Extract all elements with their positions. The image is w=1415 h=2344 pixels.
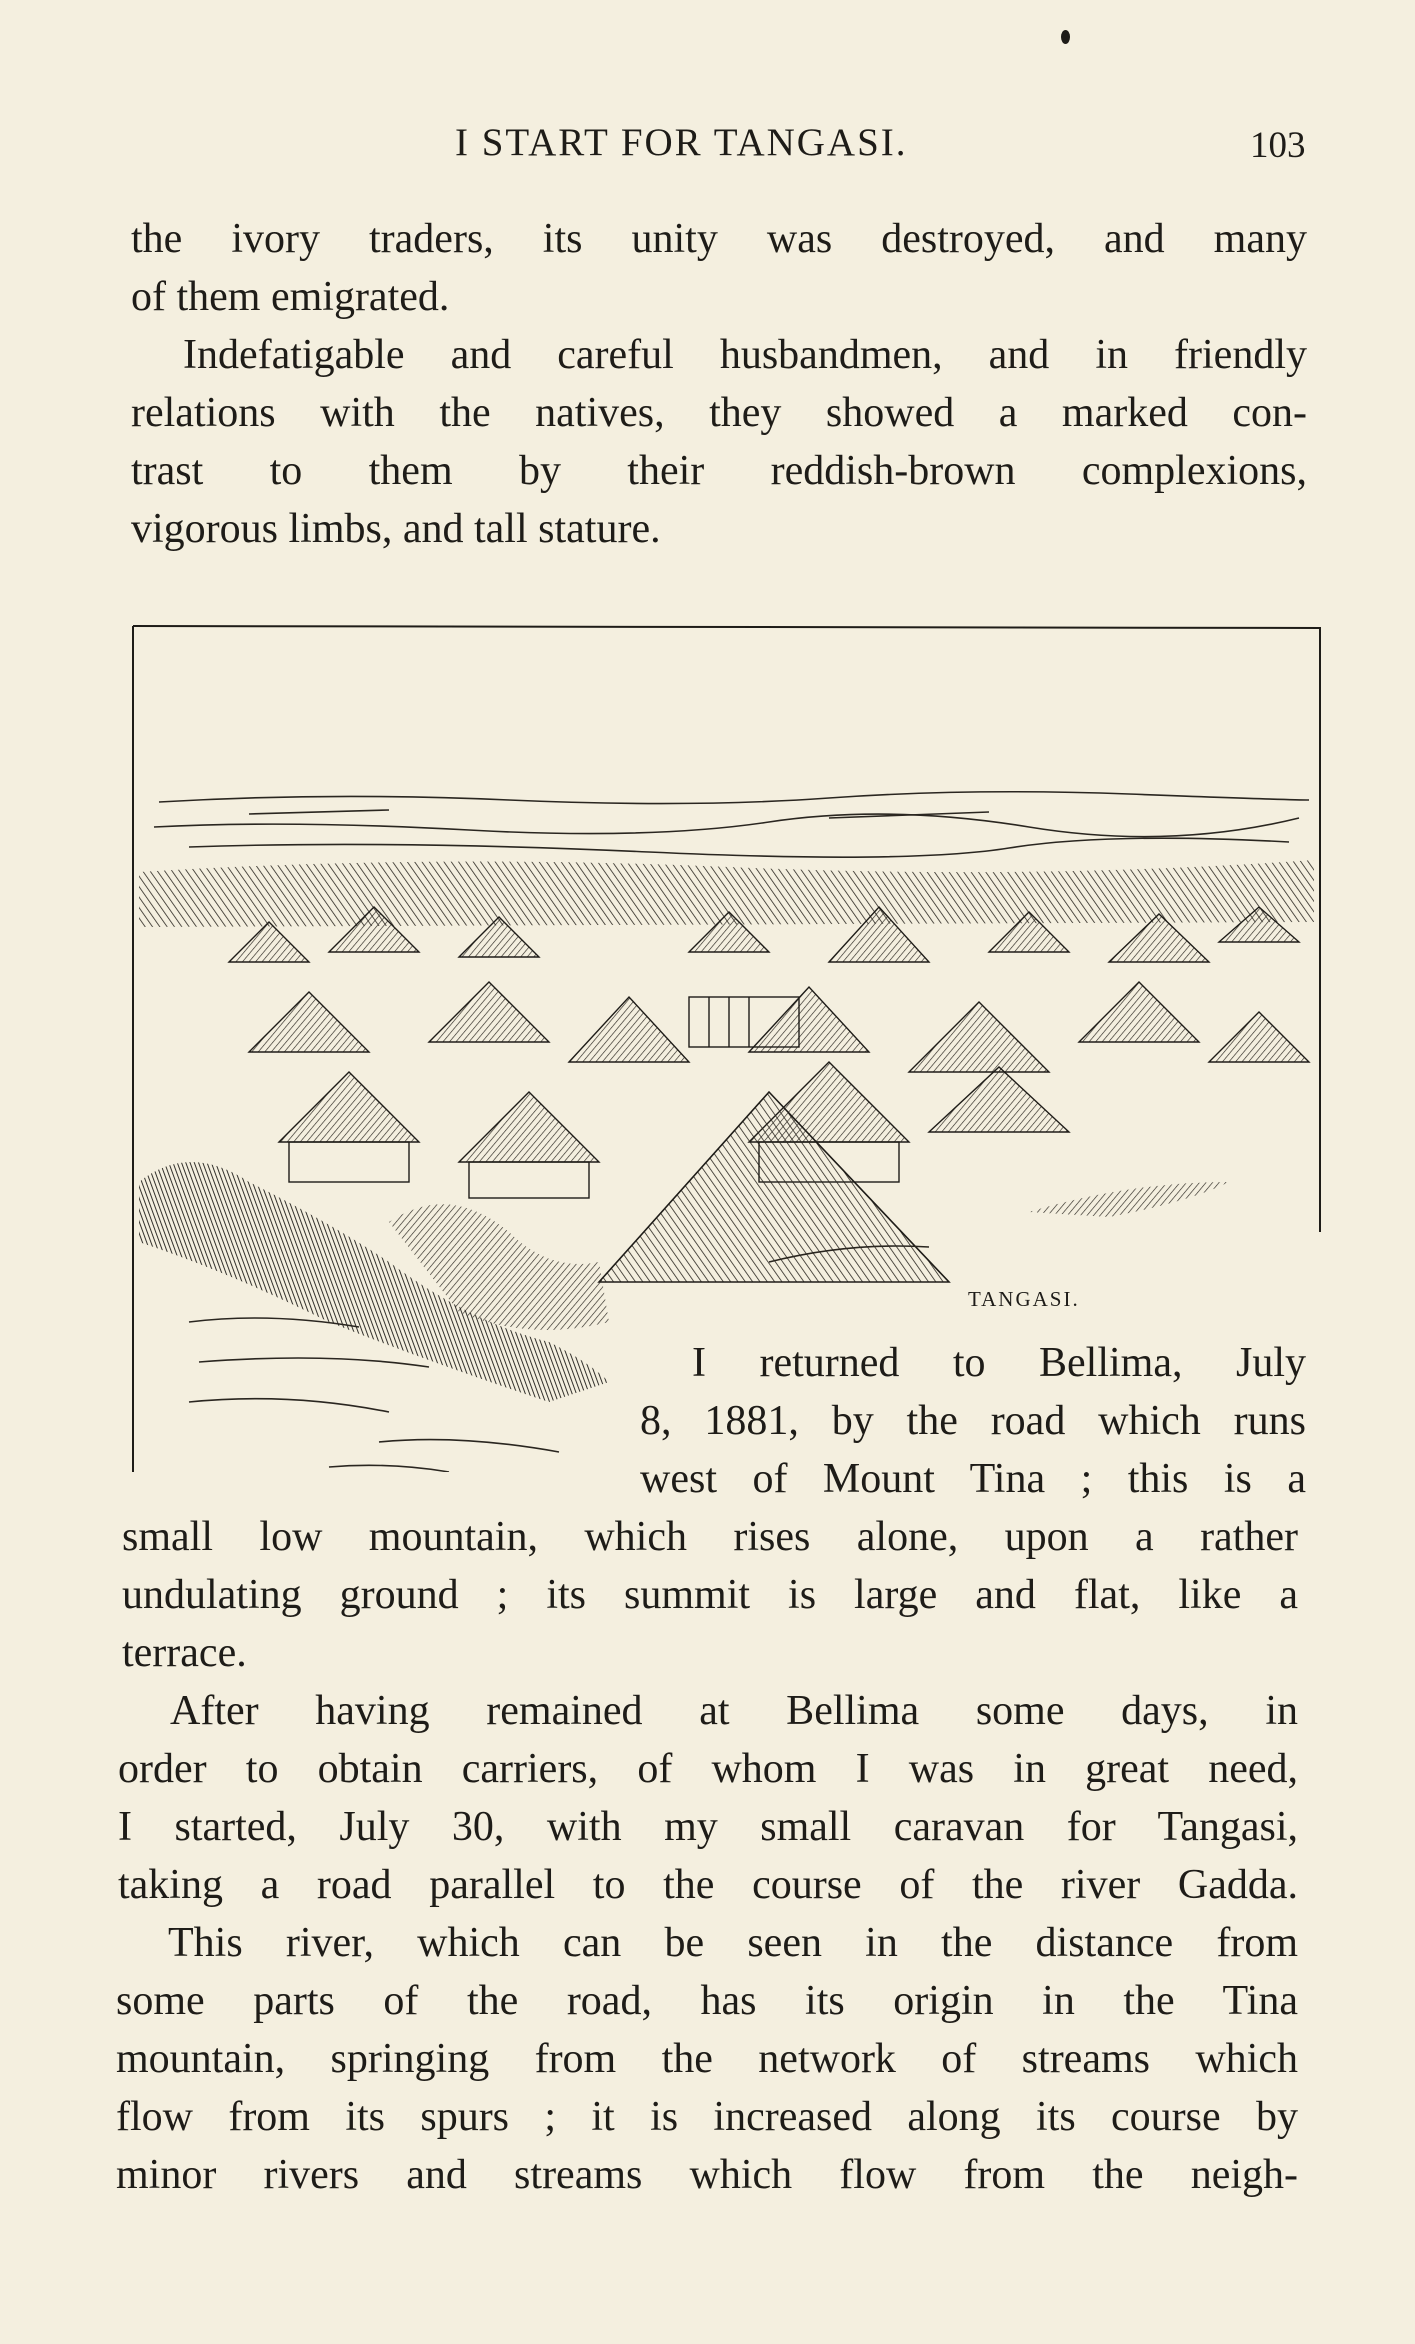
text-line: the ivory traders, its unity was destroyed, and many	[131, 216, 1307, 262]
text-line: relations with the natives, they showed a marked con-	[131, 390, 1307, 436]
text-line: I returned to Bellima, July	[692, 1340, 1306, 1386]
wrap-paragraph	[640, 1334, 1306, 1508]
text-line: undulating ground ; its summit is large and flat, like a	[122, 1572, 1298, 1618]
text-line: terrace.	[122, 1630, 247, 1676]
text-line: order to obtain carriers, of whom I was in great need,	[118, 1746, 1298, 1792]
page-number: 103	[1250, 125, 1306, 166]
text-line: small low mountain, which rises alone, upon a rather	[122, 1514, 1298, 1560]
text-line: some parts of the road, has its origin in the Tina	[116, 1978, 1298, 2024]
text-line: of them emigrated.	[131, 274, 450, 320]
text-line: Indefatigable and careful husbandmen, and in friendly	[183, 332, 1307, 378]
text-line: I started, July 30, with my small caravan for Tangasi,	[118, 1804, 1298, 1850]
text-line: taking a road parallel to the course of the river Gadda.	[118, 1862, 1298, 1908]
text-line: trast to them by their reddish-brown complexions,	[131, 448, 1307, 494]
text-line: flow from its spurs ; it is increased along its course by	[116, 2094, 1298, 2140]
paragraph-river	[116, 1914, 1298, 2204]
text-line: This river, which can be seen in the distance from	[168, 1920, 1298, 1966]
text-line: mountain, springing from the network of streams which	[116, 2036, 1298, 2082]
text-line: vigorous limbs, and tall stature.	[131, 506, 661, 552]
text-line: After having remained at Bellima some days, in	[170, 1688, 1298, 1734]
top-paragraph	[131, 210, 1307, 326]
text-line: 8, 1881, by the road which runs	[640, 1398, 1306, 1444]
ink-speck	[1061, 30, 1070, 44]
second-paragraph	[131, 326, 1307, 558]
figure-caption: TANGASI.	[968, 1287, 1080, 1311]
wrap-continuation	[122, 1508, 1298, 1682]
text-line: west of Mount Tina ; this is a	[640, 1456, 1306, 1502]
running-head: I START FOR TANGASI.	[455, 121, 908, 164]
paragraph-after	[118, 1682, 1298, 1914]
text-line: minor rivers and streams which flow from the neigh-	[116, 2152, 1298, 2198]
